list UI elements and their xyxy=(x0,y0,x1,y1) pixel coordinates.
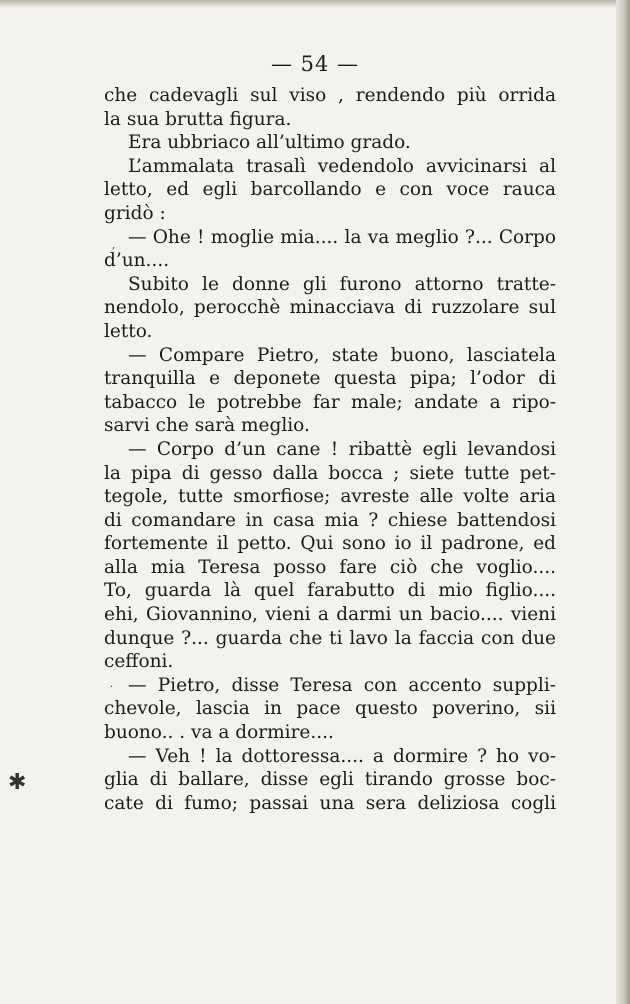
text-line: To, guarda là quel farabutto di mio figlio.... xyxy=(104,580,556,602)
text-line: — Veh ! la dottoressa.... a dormire ? ho vo- xyxy=(128,745,556,767)
page-number: — 54 — xyxy=(270,52,360,76)
text-line: nendolo, perocchè minacciava di ruzzolare sul xyxy=(104,297,556,319)
text-line: — Ohe ! moglie mia.... la va meglio ?... Corpo xyxy=(128,226,556,248)
text-line: — Compare Pietro, state buono, lasciatela xyxy=(128,344,556,366)
text-line: buono.. . va a dormire.... xyxy=(104,722,334,744)
text-line: di comandare in casa mia ? chiese battendosi xyxy=(104,509,556,531)
body-text xyxy=(104,84,556,815)
text-line: letto. xyxy=(104,320,153,342)
text-line: cate di fumo; passai una sera deliziosa cogli xyxy=(104,792,556,814)
text-line: tegole, tutte smorfiose; avreste alle volte aria xyxy=(104,486,556,508)
ink-speck: · xyxy=(110,682,114,693)
text-line: sarvi che sarà meglio. xyxy=(104,415,310,437)
text-line: gridò : xyxy=(104,202,166,224)
page-right-edge xyxy=(616,0,630,1004)
text-line: che cadevagli sul viso , rendendo più orrida xyxy=(104,85,556,106)
text-line: chevole, lascia in pace questo poverino, sii xyxy=(104,698,556,720)
text-line: letto, ed egli barcollando e con voce rauca xyxy=(104,179,556,201)
page-top-edge xyxy=(0,0,630,8)
text-line: d’un.... xyxy=(104,250,170,272)
text-line: L’ammalata trasalì vedendolo avvicinarsi al xyxy=(128,155,556,177)
text-line: dunque ?... guarda che ti lavo la faccia con due xyxy=(104,627,556,649)
text-line: — Pietro, disse Teresa con accento suppli- xyxy=(128,674,556,696)
text-line: ceffoni. xyxy=(104,651,174,673)
ink-blot-icon: ✱ xyxy=(8,770,27,795)
ink-speck: , xyxy=(112,240,116,251)
text-line: la sua brutta figura. xyxy=(104,108,292,130)
text-line: — Corpo d’un cane ! ribattè egli levandosi xyxy=(128,438,556,460)
text-line: alla mia Teresa posso fare ciò che voglio.... xyxy=(104,556,556,578)
text-line: tranquilla e deponete questa pipa; l’odor di xyxy=(104,368,556,390)
text-line: Subito le donne gli furono attorno tratte- xyxy=(128,273,556,295)
text-line: fortemente il petto. Qui sono io il padrone, ed xyxy=(104,533,556,555)
text-line: tabacco le potrebbe far male; andate a ripo- xyxy=(104,391,556,413)
text-line: Era ubbriaco all’ultimo grado. xyxy=(128,132,411,154)
text-line: glia di ballare, disse egli tirando grosse boc- xyxy=(104,769,556,791)
text-line: ehi, Giovannino, vieni a darmi un bacio.... vieni xyxy=(104,604,556,626)
text-line: la pipa di gesso dalla bocca ; siete tutte pet- xyxy=(104,462,556,484)
